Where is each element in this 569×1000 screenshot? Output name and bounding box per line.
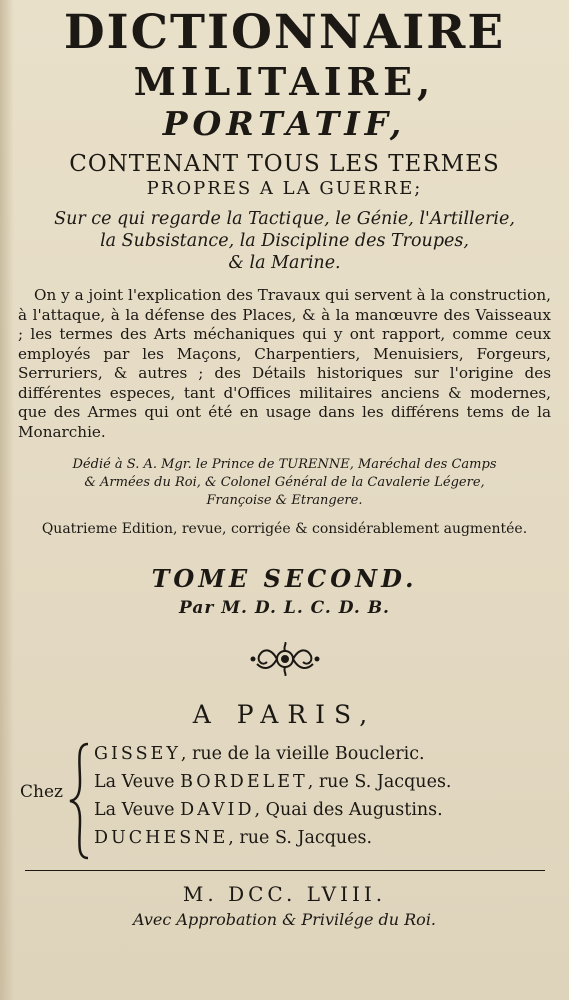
- publisher-2-address: , rue S. Jacques.: [307, 772, 452, 792]
- publisher-2: [94, 768, 451, 796]
- publisher-4: [94, 824, 451, 852]
- publisher-3: [94, 796, 451, 824]
- publisher-4-address: , rue S. Jacques.: [228, 828, 373, 848]
- subtitle-line-2: PROPRES A LA GUERRE;: [146, 178, 423, 199]
- title-line-2: MILITAIRE,: [133, 59, 436, 104]
- approbation-line: Avec Approbation & Privilége du Roi.: [132, 910, 437, 929]
- publisher-2-name: BORDELET: [180, 772, 308, 792]
- fleuron-ornament-svg: [245, 642, 325, 676]
- title-line-3: PORTATIF,: [162, 104, 407, 143]
- scope-line-2: la Subsistance, la Discipline des Troupes,: [100, 231, 469, 251]
- scope-line-3: & la Marine.: [228, 253, 341, 273]
- publisher-1-address: , rue de la vieille Boucleric.: [180, 744, 425, 764]
- scope-line-1: Sur ce qui regarde la Tactique, le Génie, l'Artillerie,: [54, 209, 515, 229]
- publisher-4-name: DUCHESNE: [94, 828, 229, 848]
- publisher-list: [94, 740, 451, 852]
- dedication: [14, 456, 555, 510]
- publication-date: M. DCC. LVIII.: [182, 882, 387, 906]
- publisher-3-name: DAVID: [180, 800, 255, 820]
- curly-brace-icon: [68, 742, 90, 864]
- dedication-line-2: & Armées du Roi, & Colonel Général de la Cavalerie Légere,: [84, 475, 485, 490]
- horizontal-rule: [25, 870, 545, 871]
- publisher-3-prefix: La Veuve: [94, 800, 181, 820]
- subtitle-line-1: CONTENANT TOUS LES TERMES: [69, 151, 500, 177]
- publishers-block: [14, 740, 555, 864]
- publisher-3-address: , Quai des Augustins.: [254, 800, 443, 820]
- scope-lines: [14, 208, 555, 274]
- description-paragraph: [14, 286, 555, 442]
- description-text: On y a joint l'explication des Travaux qui servent à la construction, à l'attaque, à la défense des Places, & à la manœuvre des Vaisseaux ; les termes des Arts méchaniques qui y ont rapport, comme ceux employés par les Maçons, Charpentiers, Menuisiers, Forgeurs, Serruriers, & autres ; des Détails historiques sur l'origine des différentes especes, tant d'Offices militaires anciens & modernes, que des Armes qui ont été en usage dans les différens tems de la Monarchie.: [18, 286, 551, 441]
- publisher-1: [94, 740, 451, 768]
- title-line-1: DICTIONNAIRE: [63, 5, 506, 60]
- dedication-line-3: Françoise & Etrangere.: [206, 493, 363, 508]
- dedication-line-1: Dédié à S. A. Mgr. le Prince de TURENNE, Maréchal des Camps: [72, 457, 497, 472]
- place-of-publication: A PARIS,: [192, 700, 377, 729]
- author-line: Par M. D. L. C. D. B.: [179, 598, 390, 618]
- publisher-1-name: GISSEY: [94, 744, 181, 764]
- publisher-2-prefix: La Veuve: [94, 772, 181, 792]
- edition-statement: Quatrieme Edition, revue, corrigée & considérablement augmentée.: [41, 521, 528, 537]
- volume-title: TOME SECOND.: [151, 564, 418, 593]
- chez-label: Chez: [20, 782, 63, 802]
- fleuron-ornament-icon: [245, 642, 325, 676]
